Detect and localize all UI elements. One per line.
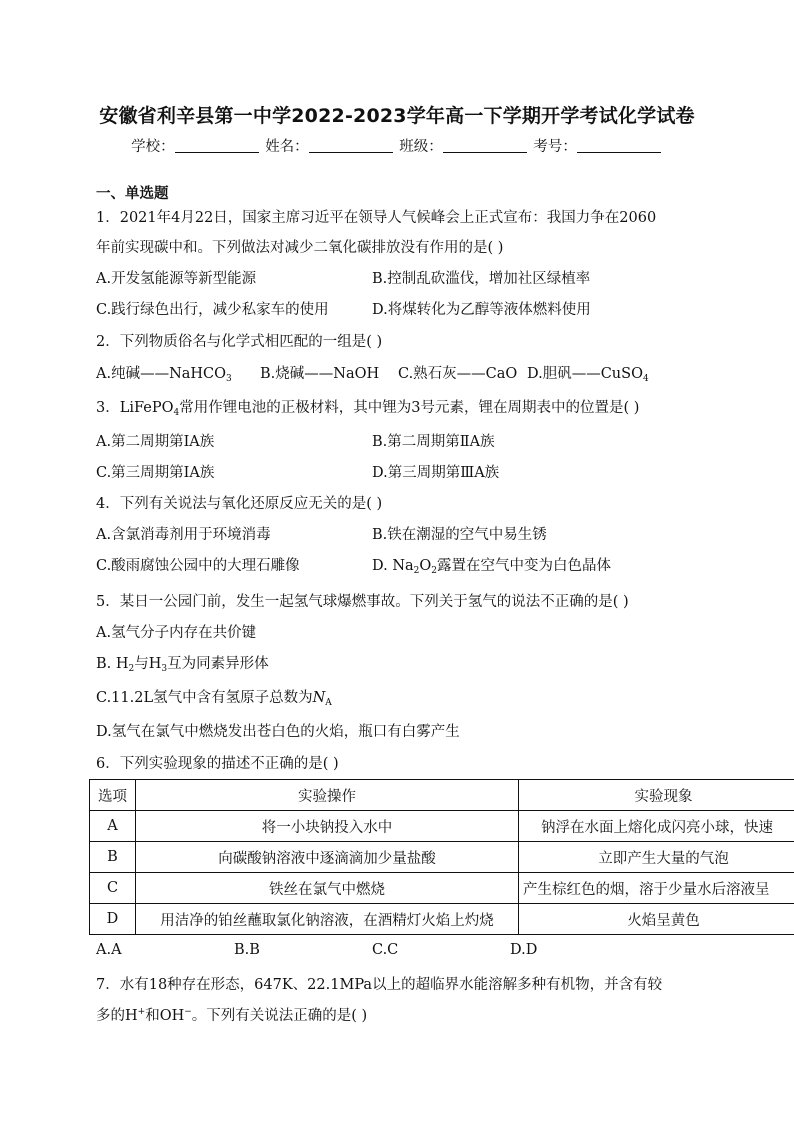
q3-stem-pre: 3．LiFePO <box>96 400 174 416</box>
q5-option-a[interactable]: A.氢气分子内存在共价键 <box>96 625 257 641</box>
table-cell: 钠浮在水面上熔化成闪亮小球，快速 <box>519 811 794 842</box>
table-cell: 产生棕红色的烟，溶于少量水后溶液呈 <box>519 873 794 904</box>
class-blank[interactable] <box>443 138 527 153</box>
table-row <box>90 904 794 935</box>
q4-d-mid: O <box>419 558 432 574</box>
q7-stem-line1: 7．水有18种存在形态，647K、22.1MPa以上的超临界水能溶解多种有机物，并含有较 <box>96 977 663 993</box>
q5-b-pre: B. H <box>96 656 129 672</box>
class-label: 班级： <box>399 139 443 155</box>
experiment-table <box>89 779 794 935</box>
q6-option-c[interactable]: C.C <box>372 942 399 958</box>
q1-stem-line1: 1．2021年4月22日，国家主席习近平在领导人气候峰会上正式宣布：我国力争在2060 <box>96 210 657 226</box>
q2-a-text: A.纯碱——NaHCO <box>96 366 227 382</box>
q5-b-sub1: 2 <box>128 664 135 674</box>
q3-option-b[interactable]: B.第二周期第ⅡA族 <box>372 434 495 450</box>
q5-option-d[interactable]: D.氢气在氯气中燃烧发出苍白色的火焰，瓶口有白雾产生 <box>96 724 460 740</box>
q7-mid: 和OH <box>145 1008 185 1024</box>
name-label: 姓名： <box>265 139 309 155</box>
table-header-row <box>90 780 794 811</box>
q2-option-d[interactable] <box>527 362 649 384</box>
q1-option-a[interactable]: A.开发氢能源等新型能源 <box>96 271 257 287</box>
section-heading: 一、单选题 <box>96 186 169 202</box>
q7-stem-line2 <box>96 1004 367 1025</box>
table-cell: 用洁净的铂丝蘸取氯化钠溶液，在酒精灯火焰上灼烧 <box>136 904 519 935</box>
q2-a-sub: 3 <box>226 374 232 384</box>
q6-option-a[interactable]: A.A <box>96 942 122 958</box>
q4-d-post: 露置在空气中变为白色晶体 <box>437 558 612 574</box>
table-cell: 铁丝在氯气中燃烧 <box>136 873 519 904</box>
q2-option-c[interactable]: C.熟石灰——CaO <box>398 366 518 382</box>
q4-option-c[interactable]: C.酸雨腐蚀公园中的大理石雕像 <box>96 558 300 574</box>
q3-stem-sub: 4 <box>173 408 180 418</box>
table-header-cell: 实验现象 <box>519 780 794 811</box>
q5-option-c[interactable] <box>96 686 332 708</box>
table-cell: 将一小块钠投入水中 <box>136 811 519 842</box>
q2-d-sub: 4 <box>642 374 649 384</box>
q1-option-d[interactable]: D.将煤转化为乙醇等液体燃料使用 <box>372 302 591 318</box>
table-header-cell: 选项 <box>90 780 136 811</box>
q6-option-b[interactable]: B.B <box>234 942 260 958</box>
table-row <box>90 842 794 873</box>
table-cell: 立即产生大量的气泡 <box>519 842 794 873</box>
student-info-line <box>0 135 794 156</box>
table-cell: D <box>90 904 136 935</box>
q5-c-pre: C.11.2L氢气中含有氢原子总数为 <box>96 690 313 706</box>
q7-pre: 多的H <box>96 1008 138 1024</box>
q2-option-b[interactable]: B.烧碱——NaOH <box>260 366 380 382</box>
table-cell: 火焰呈黄色 <box>519 904 794 935</box>
q5-stem: 5．某日一公园门前，发生一起氢气球爆燃事故。下列关于氢气的说法不正确的是( ) <box>96 594 629 610</box>
q4-option-b[interactable]: B.铁在潮湿的空气中易生锈 <box>372 527 547 543</box>
q4-d-pre: D. Na <box>372 558 414 574</box>
number-label: 考号： <box>533 139 577 155</box>
q2-stem: 2．下列物质俗名与化学式相匹配的一组是( ) <box>96 334 383 350</box>
q5-b-mid: 与H <box>134 656 162 672</box>
q4-stem: 4．下列有关说法与氧化还原反应无关的是( ) <box>96 496 383 512</box>
table-cell: C <box>90 873 136 904</box>
q4-d-sub2: 2 <box>431 566 438 576</box>
q4-option-d[interactable] <box>372 554 611 576</box>
q1-option-b[interactable]: B.控制乱砍滥伐，增加社区绿植率 <box>372 271 591 287</box>
school-label: 学校： <box>131 139 175 155</box>
q7-post: 。下列有关说法正确的是( ) <box>191 1008 368 1024</box>
q2-d-text: D.胆矾——CuSO <box>527 366 643 382</box>
q5-b-sub2: 3 <box>161 664 168 674</box>
q5-b-post: 互为同素异形体 <box>167 656 269 672</box>
q3-option-c[interactable]: C.第三周期第ⅠA族 <box>96 465 215 481</box>
q3-option-d[interactable]: D.第三周期第ⅢA族 <box>372 465 500 481</box>
table-row <box>90 811 794 842</box>
q7-sup2: − <box>184 1007 192 1017</box>
table-cell: A <box>90 811 136 842</box>
table-cell: B <box>90 842 136 873</box>
q2-option-a[interactable] <box>96 362 232 384</box>
q3-stem <box>96 396 639 418</box>
q5-c-n: N <box>312 690 326 706</box>
table-header-cell: 实验操作 <box>136 780 519 811</box>
q6-stem: 6．下列实验现象的描述不正确的是( ) <box>96 756 339 772</box>
q3-stem-post: 常用作锂电池的正极材料，其中锂为3号元素，锂在周期表中的位置是( ) <box>179 400 640 416</box>
q1-option-c[interactable]: C.践行绿色出行，减少私家车的使用 <box>96 302 329 318</box>
q4-option-a[interactable]: A.含氯消毒剂用于环境消毒 <box>96 527 271 543</box>
number-blank[interactable] <box>577 138 661 153</box>
name-blank[interactable] <box>309 138 393 153</box>
q6-option-d[interactable]: D.D <box>510 942 538 958</box>
q1-stem-line2: 年前实现碳中和。下列做法对减少二氧化碳排放没有作用的是( ) <box>96 240 504 256</box>
table-row <box>90 873 794 904</box>
q5-c-sub: A <box>325 698 332 708</box>
q3-option-a[interactable]: A.第二周期第ⅠA族 <box>96 434 215 450</box>
table-cell: 向碳酸钠溶液中逐滴滴加少量盐酸 <box>136 842 519 873</box>
q5-option-b[interactable] <box>96 652 269 674</box>
exam-title: 安徽省利辛县第一中学2022-2023学年高一下学期开学考试化学试卷 <box>99 105 695 127</box>
q4-d-sub1: 2 <box>413 566 420 576</box>
q7-sup1: + <box>137 1007 146 1017</box>
school-blank[interactable] <box>175 138 259 153</box>
